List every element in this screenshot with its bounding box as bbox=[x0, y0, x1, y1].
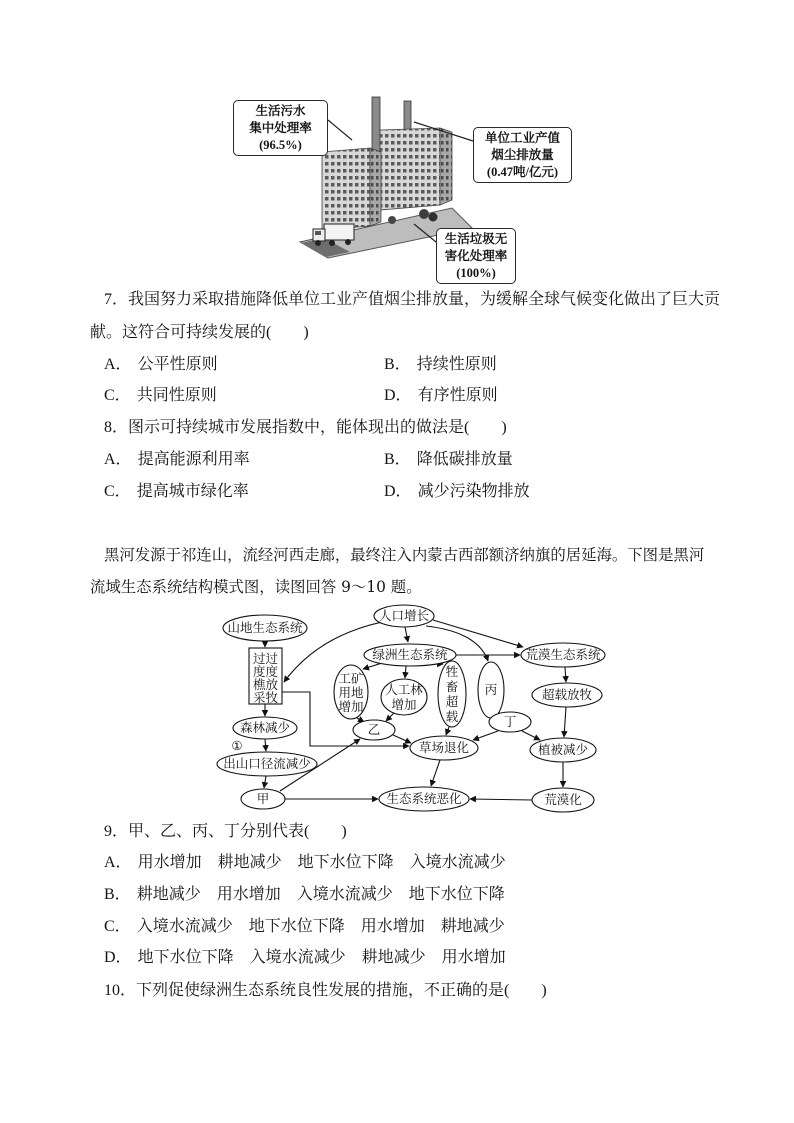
label-desertification: 荒漠化 bbox=[544, 793, 582, 807]
tree bbox=[429, 213, 438, 222]
q8-option-d bbox=[384, 482, 530, 502]
arrow-oasis-to-mining bbox=[363, 663, 382, 669]
q9-stem: 9．甲、乙、丙、丁分别代表( ) bbox=[104, 823, 347, 840]
label-oasis-ecosystem: 绿洲生态系统 bbox=[372, 648, 448, 662]
chimney-left bbox=[372, 97, 380, 155]
option-text: 减少污染物排放 bbox=[417, 483, 530, 500]
option-text: 提高能源利用率 bbox=[137, 451, 250, 468]
q7-stem-line2: 献。这符合可持续发展的( ) bbox=[90, 324, 309, 341]
callout-text: 害化处理率 bbox=[444, 249, 508, 263]
label-plantation-line: 人工林 bbox=[385, 683, 423, 697]
label-overstock-char: 畜 bbox=[445, 680, 459, 694]
label-mining-line: 用地 bbox=[338, 686, 364, 700]
option-label: D． bbox=[384, 387, 412, 404]
callout-text: 集中处理率 bbox=[249, 121, 312, 135]
building-left-side bbox=[370, 148, 381, 226]
arrow-overstock-to-grassland bbox=[446, 727, 449, 735]
label-overstock-char: 载 bbox=[445, 710, 459, 724]
callout-pointer-sewage bbox=[328, 120, 352, 140]
building-right-front bbox=[380, 128, 440, 210]
option-label: B． bbox=[384, 451, 411, 468]
q9-option-d bbox=[104, 948, 506, 968]
label-overstock-char: 牲 bbox=[445, 665, 459, 679]
option-text: 公平性原则 bbox=[137, 356, 218, 373]
tree bbox=[419, 209, 429, 219]
label-grassland-degradation: 草场退化 bbox=[418, 741, 470, 755]
q9-option-a bbox=[104, 853, 506, 873]
arrow-ding-to-grassland bbox=[473, 731, 498, 740]
label-overuse-line: 度度 bbox=[252, 665, 279, 679]
label-plantation-line: 增加 bbox=[391, 698, 417, 712]
callout-text: (0.47吨/亿元) bbox=[486, 165, 559, 179]
label-mining-line: 工矿 bbox=[338, 672, 364, 686]
callout-text: 生活垃圾无 bbox=[444, 232, 508, 246]
option-label: B． bbox=[384, 356, 411, 373]
q7-stem-line1: 7．我国努力采取措施降低单位工业产值烟尘排放量，为缓解全球气候变化做出了巨大贡 bbox=[104, 291, 721, 308]
label-mountain-ecosystem: 山地生态系统 bbox=[227, 621, 303, 635]
option-text: 有序性原则 bbox=[417, 387, 498, 404]
arrow-plantation-to-yi bbox=[386, 713, 394, 721]
label-vegetation-loss: 植被减少 bbox=[537, 743, 589, 757]
arrow-grassland-to-deterioration bbox=[431, 760, 440, 786]
label-population-growth: 人口增长 bbox=[378, 609, 430, 623]
q8-stem: 8．图示可持续城市发展指数中，能体现出的做法是( ) bbox=[104, 419, 507, 436]
q7-option-d bbox=[384, 386, 498, 406]
label-overuse-line: 过过 bbox=[252, 652, 279, 666]
option-text: 用水增加 耕地减少 地下水位下降 入境水流减少 bbox=[137, 854, 506, 871]
label-overuse-line: 采牧 bbox=[252, 691, 279, 705]
callout-text: (100%) bbox=[456, 266, 496, 280]
tree bbox=[388, 216, 396, 224]
q7-option-c bbox=[104, 386, 217, 406]
option-text: 持续性原则 bbox=[416, 356, 497, 373]
option-label: D． bbox=[104, 949, 132, 966]
arrow-population-to-desert bbox=[433, 620, 523, 647]
building-right-side bbox=[440, 128, 452, 205]
label-jia: 甲 bbox=[256, 792, 270, 806]
arrow-oasis-to-plantation bbox=[405, 666, 406, 678]
option-label: C． bbox=[104, 387, 131, 404]
label-mining-line: 增加 bbox=[338, 700, 364, 714]
option-label: C． bbox=[104, 483, 131, 500]
label-overuse-line: 樵放 bbox=[252, 678, 279, 692]
arrow-runoff-to-jia bbox=[264, 776, 266, 788]
label-ecosystem-deterioration: 生态系统恶化 bbox=[386, 792, 462, 806]
heihe-ecosystem-diagram bbox=[200, 600, 620, 818]
option-text: 入境水流减少 地下水位下降 用水增加 耕地减少 bbox=[136, 918, 505, 935]
q8-option-b bbox=[384, 450, 513, 470]
callout-dust-emission bbox=[473, 127, 572, 183]
arrow-population-to-oasis bbox=[405, 627, 408, 642]
q7-option-b bbox=[384, 355, 497, 375]
label-yi: 乙 bbox=[367, 723, 381, 737]
arrow-overgrazing-to-vegetation bbox=[564, 707, 566, 737]
callout-sewage-treatment bbox=[233, 100, 328, 156]
q7-option-a bbox=[104, 355, 218, 375]
label-marker-1: ① bbox=[231, 739, 243, 753]
q10-stem: 10．下列促使绿洲生态系统良性发展的措施，不正确的是( ) bbox=[104, 982, 547, 999]
option-text: 地下水位下降 入境水流减少 耕地减少 用水增加 bbox=[137, 949, 506, 966]
callout-text: 生活污水 bbox=[255, 104, 306, 118]
passage-line2: 流域生态系统结构模式图，读图回答 9～10 题。 bbox=[90, 578, 422, 596]
option-label: A． bbox=[104, 854, 132, 871]
q9-option-b bbox=[104, 885, 505, 905]
option-text: 提高城市绿化率 bbox=[136, 483, 249, 500]
label-runoff-decrease: 出山口径流减少 bbox=[223, 757, 311, 771]
garbage-truck bbox=[313, 224, 354, 246]
arrow-forest-to-runoff bbox=[265, 739, 266, 751]
q8-option-a bbox=[104, 450, 250, 470]
label-bing: 丙 bbox=[484, 683, 498, 697]
label-overgrazing: 超载放牧 bbox=[541, 688, 593, 702]
option-text: 共同性原则 bbox=[136, 387, 217, 404]
label-overstock-char: 超 bbox=[445, 695, 459, 709]
arrow-yi-to-grassland bbox=[393, 735, 411, 743]
q9-option-c bbox=[104, 917, 505, 937]
callout-text: 单位工业产值 bbox=[484, 131, 560, 145]
option-label: B． bbox=[104, 886, 131, 903]
building-left-front bbox=[322, 148, 370, 230]
option-label: D． bbox=[384, 483, 412, 500]
option-text: 降低碳排放量 bbox=[416, 451, 513, 468]
callout-text: 烟尘排放量 bbox=[491, 148, 554, 162]
label-ding: 丁 bbox=[503, 715, 517, 729]
option-label: A． bbox=[104, 356, 132, 373]
chimney-right bbox=[404, 101, 411, 133]
arrow-ding-to-vegetation bbox=[522, 731, 540, 740]
arrow-desert-to-overgrazing bbox=[565, 667, 566, 682]
label-forest-loss: 森林减少 bbox=[239, 721, 291, 735]
arrow-desertification-to-deterioration bbox=[470, 799, 532, 800]
option-text: 耕地减少 用水增加 入境水流减少 地下水位下降 bbox=[136, 886, 505, 903]
callout-garbage-treatment bbox=[436, 228, 516, 284]
option-label: A． bbox=[104, 451, 132, 468]
passage-line1: 黑河发源于祁连山，流经河西走廊，最终注入内蒙古西部额济纳旗的居延海。下图是黑河 bbox=[104, 546, 705, 564]
label-desert-ecosystem: 荒漠生态系统 bbox=[525, 648, 601, 662]
callout-text: (96.5%) bbox=[259, 138, 302, 152]
q8-option-c bbox=[104, 482, 249, 502]
option-label: C． bbox=[104, 918, 131, 935]
